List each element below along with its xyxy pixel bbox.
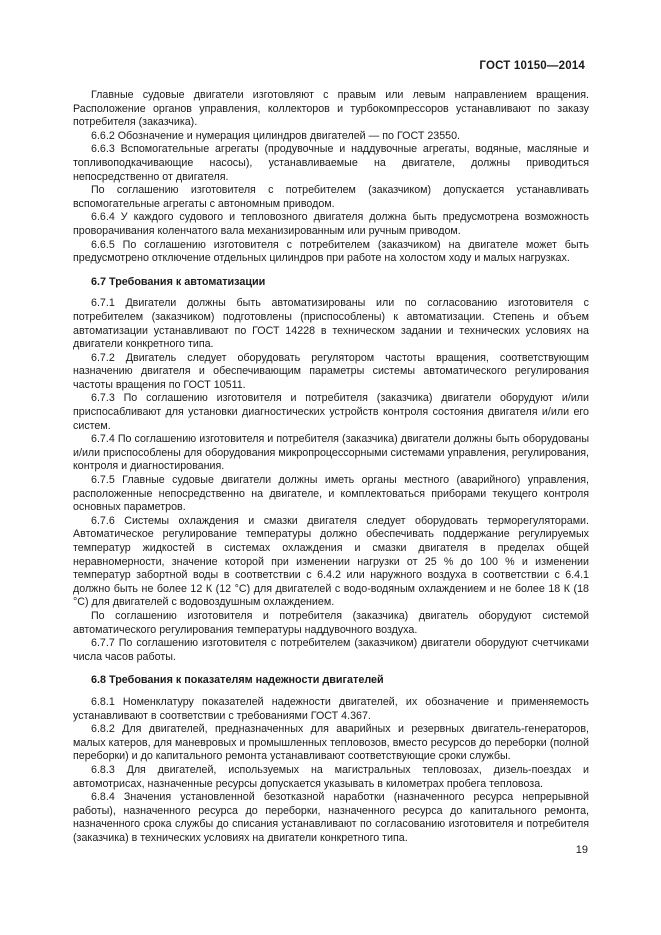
paragraph: 6.7.6 Системы охлаждения и смазки двигателя следует оборудовать терморегуляторами. Автоматическое регулирование температуры должно обеспечивать поддержание регулируемых температур жидкостей в системах охлаждения и смазки двигателя в пределах общей неравномерности, значение которой при изменении нагрузки от 25 % до 100 % и изменении температур забортной воды в соответствии с 6.4.2 или наружного воздуха в соответствии с 6.4.1 должно быть не более 12 К (12 °С) для двигателей с водо-водяным охлаждением и не более 18 К (18 °С) для двигателей с водовоздушным охлаждением. (73, 514, 589, 609)
paragraph: 6.8.2 Для двигателей, предназначенных для аварийных и резервных двигатель-генераторов, малых катеров, для маневровых и промышленных тепловозов, вместо ресурсов до переборки (полной переборки) и до капитального ремонта устанавливают соответствующие сроки службы. (73, 723, 589, 763)
paragraph: 6.7.3 По соглашению изготовителя и потребителя (заказчика) двигатели оборудуют и/или приспосабливают для установки диагностических устройств контроля состояния двигателя и/или его систем. (73, 392, 589, 432)
paragraph: 6.8.4 Значения установленной безотказной наработки (назначенного ресурса непрерывной работы), назначенного ресурса до переборки, назначенного ресурса до капитального ремонта, назначенного срока службы до списания устанавливают по согласованию изготовителя и потребителя (заказчика) в технических условиях на двигатели конкретного типа. (73, 791, 589, 844)
paragraph: 6.6.3 Вспомогательные агрегаты (продувочные и наддувочные агрегаты, водяные, масляные и топливоподкачивающие насосы), устанавливаемые на двигателе, должны приводиться непосредственно от двигателя. (73, 143, 589, 183)
paragraph: По соглашению изготовителя и потребителя (заказчика) двигатель оборудуют системой автоматического регулирования температуры наддувочного воздуха. (73, 609, 589, 636)
paragraph: 6.6.5 По соглашению изготовителя с потребителем (заказчиком) на двигателе может быть предусмотрено отключение отдельных цилиндров при работе на холостом ходу и малых нагрузках. (73, 238, 589, 265)
document-body (73, 89, 589, 845)
paragraph: 6.7.7 По соглашению изготовителя с потребителем (заказчиком) двигатели оборудуют счетчиками числа часов работы. (73, 637, 589, 663)
paragraph: 6.7.4 По соглашению изготовителя и потребителя (заказчика) двигатели должны быть оборудованы и/или приспособлены для оборудования микропроцессорными системами управления, регулирования, контроля и диагностирования. (73, 433, 589, 473)
paragraph: Главные судовые двигатели изготовляют с правым или левым направлением вращения. Расположение органов управления, коллекторов и турбокомпрессоров устанавливают по заказу потребителя (заказчика). (73, 89, 589, 129)
paragraph: 6.7.1 Двигатели должны быть автоматизированы или по согласованию изготовителя с потребителем (заказчиком) подготовлены (приспособлены) к автоматизации. Степень и объем автоматизации устанавливают по ГОСТ 14228 в техническом задании и технических условиях на двигатели конкретного типа. (73, 297, 589, 351)
section-heading-6-8: 6.8 Требования к показателям надежности двигателей (91, 674, 384, 687)
paragraph: 6.7.5 Главные судовые двигатели должны иметь органы местного (аварийного) управления, расположенные непосредственно на двигателе, и комплектоваться приборами текущего контроля основных параметров. (73, 474, 589, 514)
paragraph: 6.6.2 Обозначение и нумерация цилиндров двигателей — по ГОСТ 23550. (91, 129, 461, 142)
paragraph: 6.6.4 У каждого судового и тепловозного двигателя должна быть предусмотрена возможность проворачивания коленчатого вала механизированным или ручным приводом. (73, 211, 589, 237)
paragraph: По соглашению изготовителя с потребителем (заказчиком) допускается устанавливать вспомогательные агрегаты с автономным приводом. (73, 184, 589, 210)
paragraph: 6.8.1 Номенклатуру показателей надежности двигателей, их обозначение и применяемость устанавливают в соответствии с требованиями ГОСТ 4.367. (73, 695, 589, 722)
page-number: 19 (575, 844, 588, 856)
document-header-code: ГОСТ 10150—2014 (479, 60, 585, 72)
section-heading-6-7: 6.7 Требования к автоматизации (91, 275, 266, 288)
paragraph: 6.7.2 Двигатель следует оборудовать регулятором частоты вращения, соответствующим назначению двигателя и обеспечивающим параметры системы автоматического регулирования частоты вращения по ГОСТ 10511. (73, 351, 589, 391)
paragraph: 6.8.3 Для двигателей, используемых на магистральных тепловозах, дизель-поездах и автомотрисах, назначенные ресурсы допускается указывать в километрах пробега тепловоза. (73, 763, 589, 790)
